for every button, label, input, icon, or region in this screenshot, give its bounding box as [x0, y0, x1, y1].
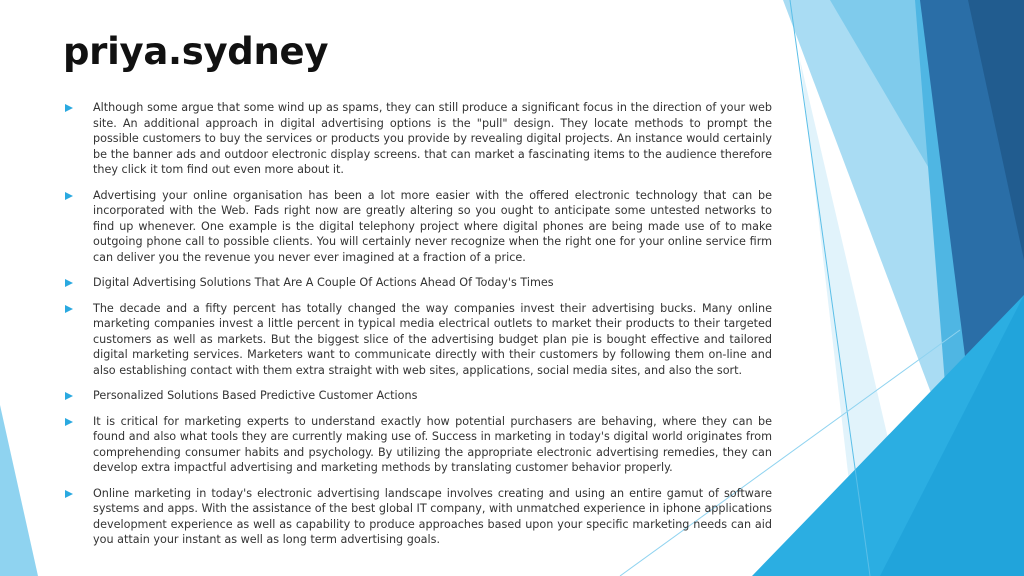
bullet-text: Although some argue that some wind up as spams, they can still produce a significant focus in the direction of your web site. An additional approach in digital advertising options is the "pull" design. They locate methods to prompt the possible customers to buy the services or products you provide by revealing digital projects. An instance would certainly be the banner ads and outdoor electronic display screens. that can market a fascinating items to the audience therefore they click it tom find out even more about it.	[93, 101, 772, 176]
bullet-item	[62, 100, 772, 178]
bullet-item	[62, 414, 772, 476]
bullet-item	[62, 486, 772, 548]
bullet-item	[62, 301, 772, 379]
bullet-list	[62, 100, 772, 558]
bullet-text: Online marketing in today's electronic advertising landscape involves creating and using an entire gamut of software systems and apps. With the assistance of the best global IT company, with unmatched experience in iphone applications development experience as well as capability to produce approaches based upon your specific marketing needs can aid you attain your instant as well as long term advertising goals.	[93, 486, 772, 546]
bullet-item	[62, 188, 772, 266]
bullet-text: Digital Advertising Solutions That Are A Couple Of Actions Ahead Of Today's Times	[93, 276, 554, 289]
bullet-text: The decade and a fifty percent has totally changed the way companies invest their advertising bucks. Many online marketing companies invest a little percent in typical media electrical outlets to market their products to their targeted customers as well as markets. But the biggest slice of the advertising budget plan pie is bought effective and tailored digital marketing services. Marketers want to communicate directly with their customers by following them on-line and also establishing contact with them extra straight with web sites, applications, social media sites, and also the sort.	[93, 301, 772, 377]
slide-title: priya.sydney	[63, 30, 329, 73]
triangle-right-icon	[65, 490, 73, 498]
bullet-text: Personalized Solutions Based Predictive Customer Actions	[93, 389, 418, 402]
left-accent-shape	[0, 405, 38, 576]
triangle-right-icon	[65, 279, 73, 287]
triangle-right-icon	[65, 305, 73, 313]
triangle-right-icon	[65, 104, 73, 112]
triangle-right-icon	[65, 418, 73, 426]
bullet-text: It is critical for marketing experts to understand exactly how potential purchasers are behaving, where they can be found and also what tools they are currently making use of. Success in marketing in today's digital world originates from comprehending consumer habits and psychology. By utilizing the appropriate electronic advertising remedies, they can develop extra impactful advertising and marketing methods by translating customer behavior properly.	[93, 414, 772, 474]
triangle-right-icon	[65, 192, 73, 200]
bullet-item	[62, 275, 772, 291]
triangle-right-icon	[65, 392, 73, 400]
bullet-text: Advertising your online organisation has been a lot more easier with the offered electronic technology that can be incorporated with the Web. Fads right now are greatly altering so you ought to anticipate some untested networks to find up whenever. One example is the digital telephony project where digital phones are being made use of to make outgoing phone call to possible clients. You will certainly never recognize when the right one for your online service firm can deliver you the revenue you never ever imagined at a fraction of a price.	[93, 188, 772, 264]
bullet-item	[62, 388, 772, 404]
